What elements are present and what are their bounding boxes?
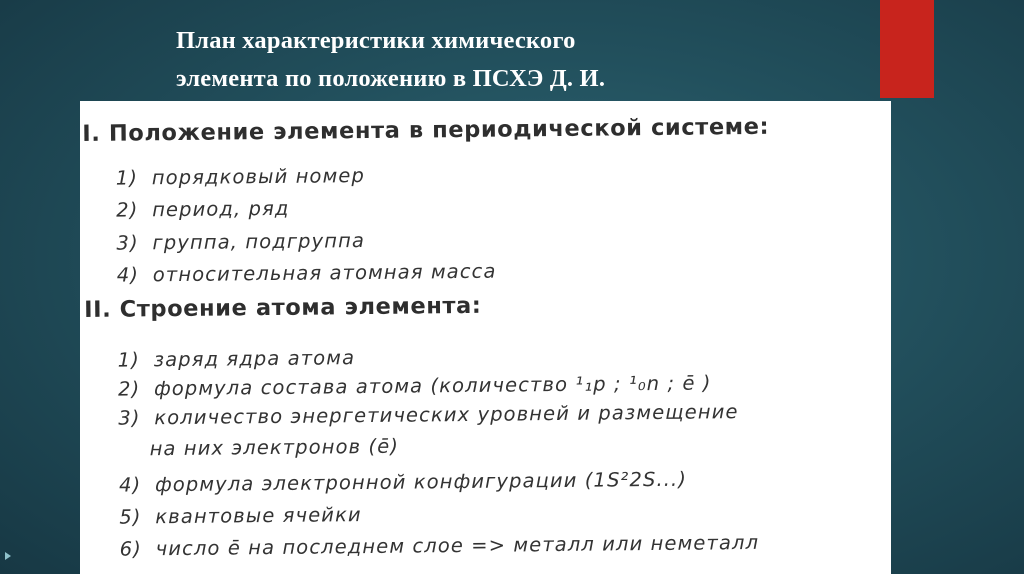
list-item-text: квантовые ячейки: [155, 503, 362, 529]
list-item-number: 3): [118, 406, 141, 430]
list-item-number: 2): [117, 377, 141, 401]
list-item-text: число ē на последнем слое => металл или неметалл: [155, 530, 760, 561]
list-item: [116, 229, 365, 255]
slide-nav-arrow-icon[interactable]: [5, 552, 11, 560]
list-item-number: 5): [119, 505, 142, 529]
list-item: [118, 400, 738, 429]
scanned-document: [80, 101, 891, 574]
list-item-number: 4): [116, 263, 140, 287]
section-2-heading: II. Строение атома элемента:: [84, 292, 482, 323]
list-item-text: количество энергетических уровней и размещение: [154, 400, 739, 430]
list-item-text: порядковый номер: [151, 164, 366, 190]
list-item-text: период, ряд: [152, 196, 290, 222]
list-item: [117, 260, 497, 287]
list-item-text: заряд ядра атома: [153, 346, 356, 372]
list-item: [116, 197, 290, 222]
list-item: [120, 531, 760, 561]
slide-title-line-2: элемента по положению в ПСХЭ Д. И.: [176, 65, 606, 92]
slide-title: [176, 22, 856, 98]
list-item: [119, 503, 362, 529]
list-item-number: 6): [119, 537, 143, 561]
document-content: [80, 101, 891, 574]
section-1-heading: I. Положение элемента в периодической системе:: [82, 113, 770, 147]
list-item-number: 2): [116, 198, 139, 222]
red-accent-bar: [880, 0, 934, 98]
list-item: [116, 164, 365, 190]
list-item-number: 1): [115, 166, 139, 190]
list-item: [118, 371, 712, 400]
list-item-text: формула состава атома (количество ¹₁p ; ¹₀n ; ē ): [153, 371, 712, 401]
list-item-text: группа, подгруппа: [152, 229, 366, 255]
list-item-text: относительная атомная масса: [152, 259, 497, 287]
slide-title-line-1: План характеристики химического: [176, 27, 576, 54]
list-item: [118, 346, 356, 371]
list-item-number: 1): [117, 348, 141, 372]
list-item: [119, 468, 687, 497]
list-item-number: 4): [118, 473, 142, 497]
list-item-number: 3): [116, 231, 139, 255]
list-item-text: формула электронной конфигурации (1S²2S...): [154, 467, 688, 497]
list-item-continuation: на них электронов (ē): [149, 434, 400, 461]
